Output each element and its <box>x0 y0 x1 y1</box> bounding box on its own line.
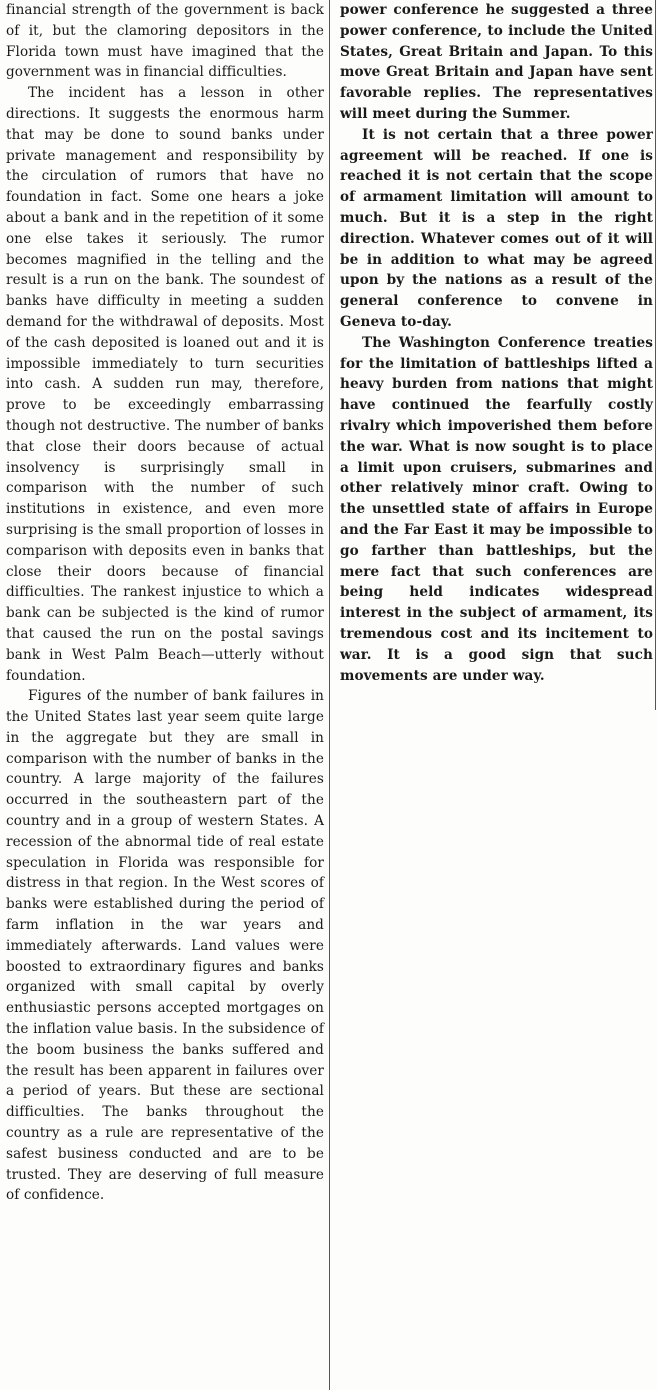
right-paragraph-3: The Washington Conference treaties for the limitation of battleships lifted a heavy burden from nations that might have continued the fearfully costly rivalry which impoverished them before the war. What is now sought is to place a limit upon cruisers, submarines and other relatively minor craft. Owing to the unsettled state of affairs in Europe and the Far East it may be impossible to go farther than battleships, but the mere fact that such conferences are being held indicates widespread interest in the subject of armament, its tremendous cost and its incitement to war. It is a good sign that such movements are under way. <box>340 334 653 684</box>
right-paragraph-1: power conference he suggested a three power conference, to include the United States, Great Britain and Japan. To this move Great Britain and Japan have sent favorable replies. The representatives will meet during the Summer. <box>340 2 653 122</box>
left-column <box>6 0 324 1206</box>
left-paragraph-2: The incident has a lesson in other directions. It suggests the enormous harm that may be done to sound banks under private management and responsibility by the circulation of rumors that have no foundation in fact. Some one hears a joke about a bank and in the repetition of it some one else takes it seriously. The rumor becomes magnified in the telling and the result is a run on the bank. The soundest of banks have difficulty in meeting a sudden demand for the withdrawal of deposits. Most of the cash deposited is loaned out and it is impossible immediately to turn securities into cash. A sudden run may, therefore, prove to be exceedingly embarrassing though not destructive. The number of banks that close their doors because of actual insolvency is surprisingly small in comparison with the number of such institutions in existence, and even more surprising is the small proportion of losses in comparison with deposits even in banks that close their doors because of financial difficulties. The rankest injustice to which a bank can be subjected is the kind of rumor that caused the run on the postal savings bank in West Palm Beach—utterly without foundation. <box>6 85 324 684</box>
left-paragraph-1: financial strength of the government is back of it, but the clamoring depositors in the Florida town must have imagined that the government was in financial difficulties. <box>6 2 324 81</box>
left-paragraph-3: Figures of the number of bank failures in the United States last year seem quite large in the aggregate but they are small in comparison with the number of banks in the country. A large majority of the failures occurred in the southeastern part of the country and in a group of western States. A recession of the abnormal tide of real estate speculation in Florida was responsible for distress in that region. In the West scores of banks were established during the period of farm inflation in the war years and immediately afterwards. Land values were boosted to extraordinary figures and banks organized with small capital by overly enthusiastic persons accepted mortgages on the inflation value basis. In the subsidence of the boom business the banks suffered and the result has been apparent in failures over a period of years. But these are sectional difficulties. The banks throughout the country as a rule are representative of the safest business conducted and are to be trusted. They are deserving of full measure of confidence. <box>6 688 324 1204</box>
column-divider-right <box>655 0 656 710</box>
right-paragraph-2: It is not certain that a three power agreement will be reached. If one is reached it is not certain that the scope of armament limitation will amount to much. But it is a step in the right direction. Whatever comes out of it will be in addition to what may be agreed upon by the nations as a result of the general conference to convene in Geneva to-day. <box>340 126 653 330</box>
column-divider-left <box>329 0 330 1390</box>
right-column <box>340 0 653 686</box>
